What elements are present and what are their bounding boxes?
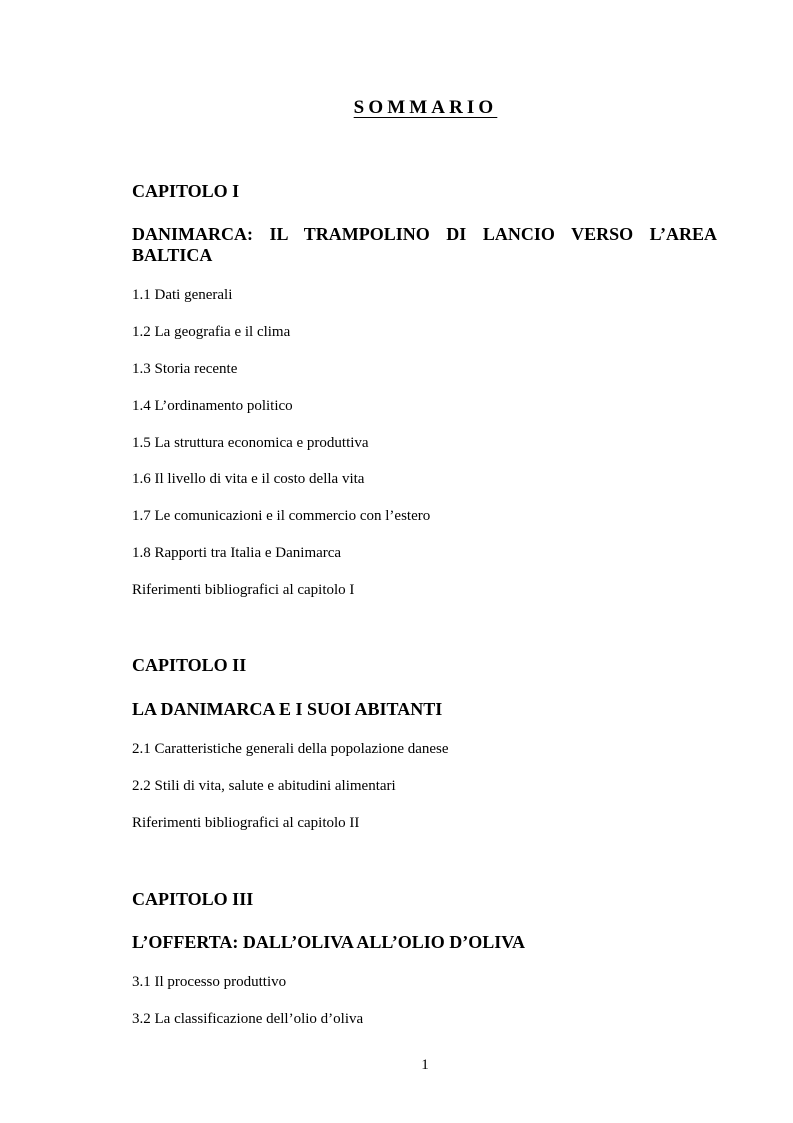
page-number: 1 [421,1057,429,1073]
toc-item: 1.4 L’ordinamento politico [132,398,293,414]
toc-item: 1.5 La struttura economica e produttiva [132,435,369,451]
chapter-label: CAPITOLO II [132,655,247,675]
chapter-heading-continued: BALTICA [132,245,213,265]
chapter-heading: L’OFFERTA: DALL’OLIVA ALL’OLIO D’OLIVA [132,932,525,952]
chapter-heading: DANIMARCA: IL TRAMPOLINO DI LANCIO VERSO L’AREA [132,224,717,244]
chapter-label: CAPITOLO I [132,181,240,201]
chapter-label: CAPITOLO III [132,889,254,909]
toc-item: 2.1 Caratteristiche generali della popolazione danese [132,741,449,757]
toc-item: 2.2 Stili di vita, salute e abitudini alimentari [132,778,396,794]
toc-item: 3.1 Il processo produttivo [132,974,287,990]
toc-item: 1.1 Dati generali [132,287,233,303]
toc-item: 1.2 La geografia e il clima [132,324,291,340]
chapter-heading: LA DANIMARCA E I SUOI ABITANTI [132,699,443,719]
toc-references: Riferimenti bibliografici al capitolo II [132,815,360,831]
toc-item: 1.3 Storia recente [132,361,238,377]
toc-item: 1.8 Rapporti tra Italia e Danimarca [132,545,342,561]
toc-item: 3.2 La classificazione dell’olio d’oliva [132,1011,364,1027]
toc-item: 1.7 Le comunicazioni e il commercio con l’estero [132,508,431,524]
toc-references: Riferimenti bibliografici al capitolo I [132,582,355,598]
page-title: SOMMARIO [353,97,498,118]
toc-item: 1.6 Il livello di vita e il costo della vita [132,471,365,487]
